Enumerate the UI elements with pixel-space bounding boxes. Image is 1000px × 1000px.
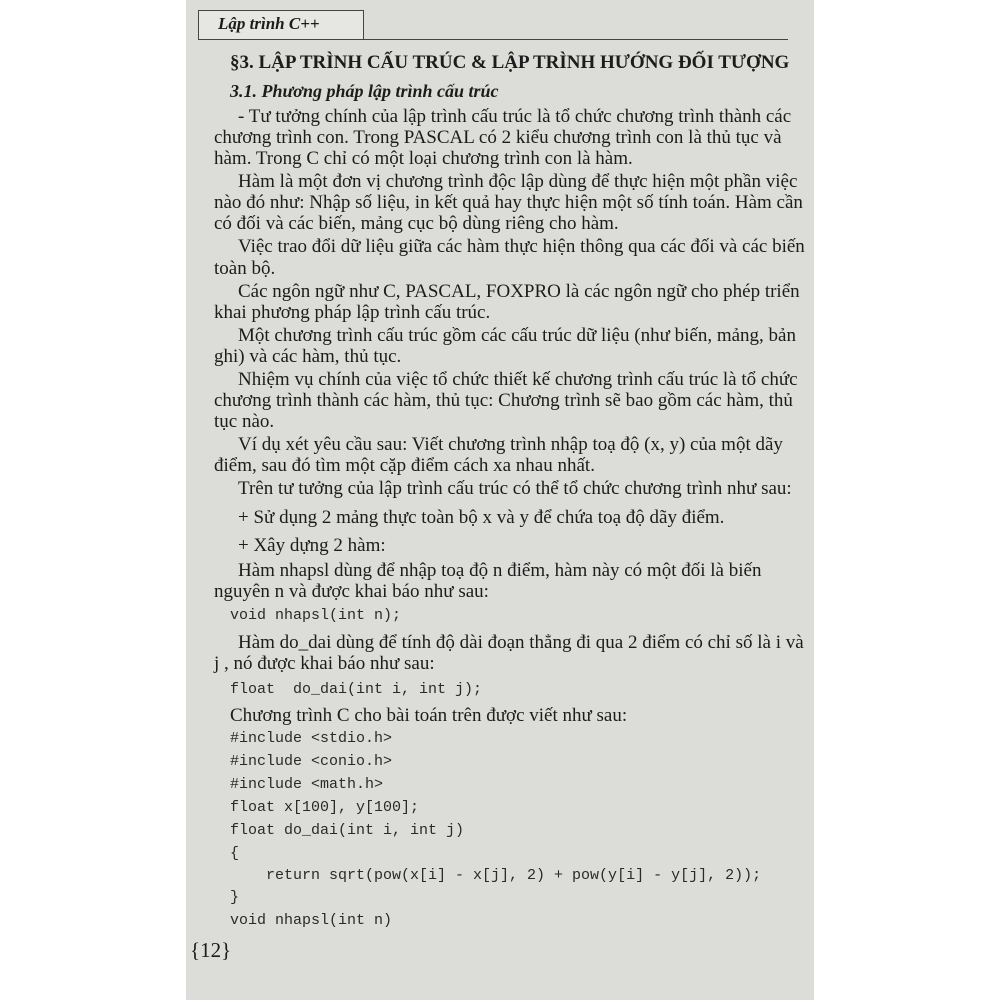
paragraph-line: Ví dụ xét yêu cầu sau: Viết chương trình nhập toạ độ (x, y) của một dãy: [238, 434, 783, 455]
running-header-title: Lập trình C++: [218, 14, 320, 33]
paragraph-line: nào đó như: Nhập số liệu, in kết quả hay thực hiện một số tính toán. Hàm cần: [214, 192, 803, 213]
code-line: #include <conio.h>: [230, 753, 393, 770]
code-line: return sqrt(pow(x[i] - x[j], 2) + pow(y[i] - y[j], 2));: [230, 867, 762, 884]
paragraph-line: nguyên n và được khai báo như sau:: [214, 581, 489, 602]
header-rule: [364, 39, 788, 40]
page-number: {12}: [190, 938, 232, 962]
paragraph-line: Các ngôn ngữ như C, PASCAL, FOXPRO là các ngôn ngữ cho phép triển: [238, 281, 800, 302]
code-line: void nhapsl(int n): [230, 912, 393, 929]
paragraph-line: - Tư tưởng chính của lập trình cấu trúc là tổ chức chương trình thành các: [238, 106, 792, 127]
code-line: #include <stdio.h>: [230, 730, 393, 747]
paragraph-line: chương trình thành các hàm, thủ tục: Chương trình sẽ bao gồm các hàm, thủ: [214, 390, 793, 411]
section-title: §3. LẬP TRÌNH CẤU TRÚC & LẬP TRÌNH HƯỚNG ĐỐI TƯỢNG: [230, 52, 790, 73]
paragraph-line: hàm. Trong C chỉ có một loại chương trình con là hàm.: [214, 148, 633, 169]
code-line: void nhapsl(int n);: [230, 607, 402, 624]
paragraph-line: khai phương pháp lập trình cấu trúc.: [214, 302, 491, 323]
code-line: #include <math.h>: [230, 776, 384, 793]
code-line: {: [230, 845, 240, 862]
paragraph-line: toàn bộ.: [214, 258, 276, 279]
paragraph-line: điểm, sau đó tìm một cặp điểm cách xa nhau nhất.: [214, 455, 595, 476]
paragraph-line: + Sử dụng 2 mảng thực toàn bộ x và y để chứa toạ độ dãy điểm.: [238, 507, 725, 528]
code-line: float x[100], y[100];: [230, 799, 420, 816]
paragraph-line: tục nào.: [214, 411, 275, 432]
paragraph-line: j , nó được khai báo như sau:: [214, 653, 435, 674]
subsection-title: 3.1. Phương pháp lập trình cấu trúc: [230, 81, 499, 101]
paragraph-line: + Xây dựng 2 hàm:: [238, 535, 386, 556]
paragraph-line: chương trình con. Trong PASCAL có 2 kiểu chương trình con là thủ tục và: [214, 127, 782, 148]
paragraph-line: Một chương trình cấu trúc gồm các cấu trúc dữ liệu (như biến, mảng, bản: [238, 325, 796, 346]
code-line: float do_dai(int i, int j);: [230, 681, 483, 698]
paragraph-line: Hàm do_dai dùng để tính độ dài đoạn thẳng đi qua 2 điểm có chỉ số là i và: [238, 632, 804, 653]
paragraph-line: Hàm là một đơn vị chương trình độc lập dùng để thực hiện một phần việc: [238, 171, 798, 192]
paragraph-line: ghi) và các hàm, thủ tục.: [214, 346, 402, 367]
paragraph-line: Việc trao đổi dữ liệu giữa các hàm thực hiện thông qua các đối và các biến: [238, 236, 805, 257]
paragraph-line: Trên tư tưởng của lập trình cấu trúc có thể tổ chức chương trình như sau:: [238, 478, 792, 499]
paragraph-line: Chương trình C cho bài toán trên được viết như sau:: [230, 705, 628, 726]
paragraph-line: Hàm nhapsl dùng để nhập toạ độ n điểm, hàm này có một đối là biến: [238, 560, 762, 581]
paragraph-line: có đối và các biến, mảng cục bộ dùng riêng cho hàm.: [214, 213, 619, 234]
code-line: float do_dai(int i, int j): [230, 822, 465, 839]
code-line: }: [230, 889, 240, 906]
paragraph-line: Nhiệm vụ chính của việc tổ chức thiết kế chương trình cấu trúc là tổ chức: [238, 369, 798, 390]
